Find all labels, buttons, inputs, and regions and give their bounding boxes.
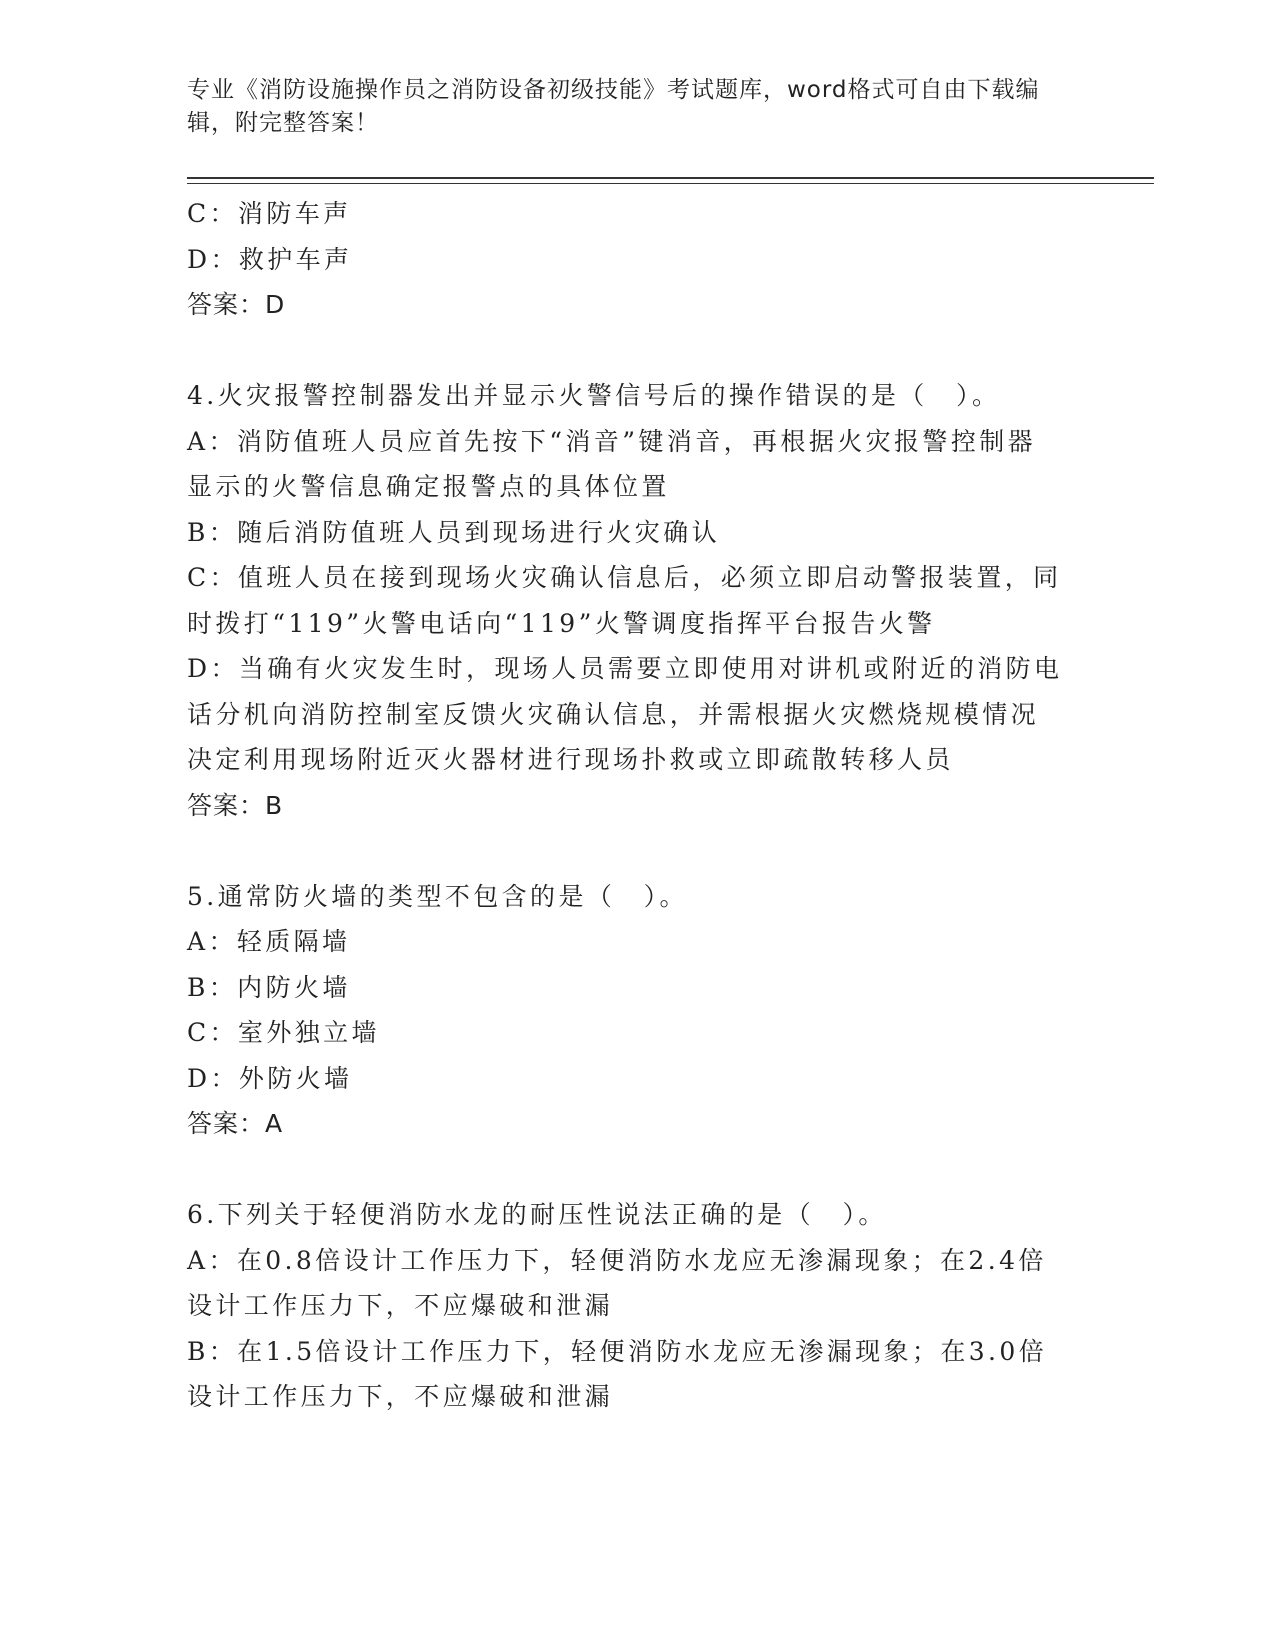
option-d: D：当确有火灾发生时，现场人员需要立即使用对讲机或附近的消防电: [187, 654, 1063, 683]
spacer: [187, 828, 1087, 874]
option-d-continued: 话分机向消防控制室反馈火灾确认信息，并需根据火灾燃烧规模情况: [187, 699, 1040, 729]
question-6: [187, 1192, 1087, 1420]
question-5-stem: 5.通常防火墙的类型不包含的是（ ）。: [187, 881, 688, 911]
question-3-tail: [187, 191, 1087, 328]
option-b: B：在1.5倍设计工作压力下，轻便消防水龙应无渗漏现象；在3.0倍: [187, 1336, 1048, 1366]
option-b-continued: 设计工作压力下，不应爆破和泄漏: [187, 1382, 614, 1411]
question-5: [187, 874, 1087, 1147]
option-a-continued: 显示的火警信息确定报警点的具体位置: [187, 472, 670, 501]
option-a: A：在0.8倍设计工作压力下，轻便消防水龙应无渗漏现象；在2.4倍: [187, 1245, 1047, 1275]
question-4: [187, 373, 1087, 828]
option-c: C：消防车声: [187, 199, 352, 228]
option-b: B：随后消防值班人员到现场进行火灾确认: [187, 517, 720, 547]
page-header: [187, 74, 1067, 140]
answer-line: 答案：D: [187, 290, 286, 319]
answer-line: 答案：B: [187, 790, 284, 820]
option-b: B：内防火墙: [187, 972, 351, 1002]
question-content: [187, 191, 1087, 1420]
option-a: A：轻质隔墙: [187, 927, 351, 956]
option-c: C：室外独立墙: [187, 1018, 380, 1047]
question-6-stem: 6.下列关于轻便消防水龙的耐压性说法正确的是（ ）。: [187, 1200, 887, 1229]
option-d-continued: 决定利用现场附近灭火器材进行现场扑救或立即疏散转移人员: [187, 745, 954, 774]
option-c: C：值班人员在接到现场火灾确认信息后，必须立即启动警报装置，同: [187, 563, 1062, 592]
header-line-1: 专业《消防设施操作员之消防设备初级技能》考试题库，word格式可自由下载编: [187, 77, 1040, 103]
spacer: [187, 328, 1087, 374]
option-d: D：救护车声: [187, 244, 353, 274]
option-a-continued: 设计工作压力下，不应爆破和泄漏: [187, 1291, 614, 1320]
option-d: D：外防火墙: [187, 1063, 353, 1093]
spacer: [187, 1147, 1087, 1193]
header-divider-thick: [187, 177, 1154, 179]
header-divider-thin: [187, 183, 1154, 184]
question-4-stem: 4.火灾报警控制器发出并显示火警信号后的操作错误的是（ ）。: [187, 381, 1001, 410]
header-line-2: 辑，附完整答案！: [187, 110, 379, 136]
option-c-continued: 时拨打“119”火警电话向“119”火警调度指挥平台报告火警: [187, 608, 936, 638]
answer-line: 答案：A: [187, 1109, 284, 1138]
option-a: A：消防值班人员应首先按下“消音”键消音，再根据火灾报警控制器: [187, 426, 1037, 456]
